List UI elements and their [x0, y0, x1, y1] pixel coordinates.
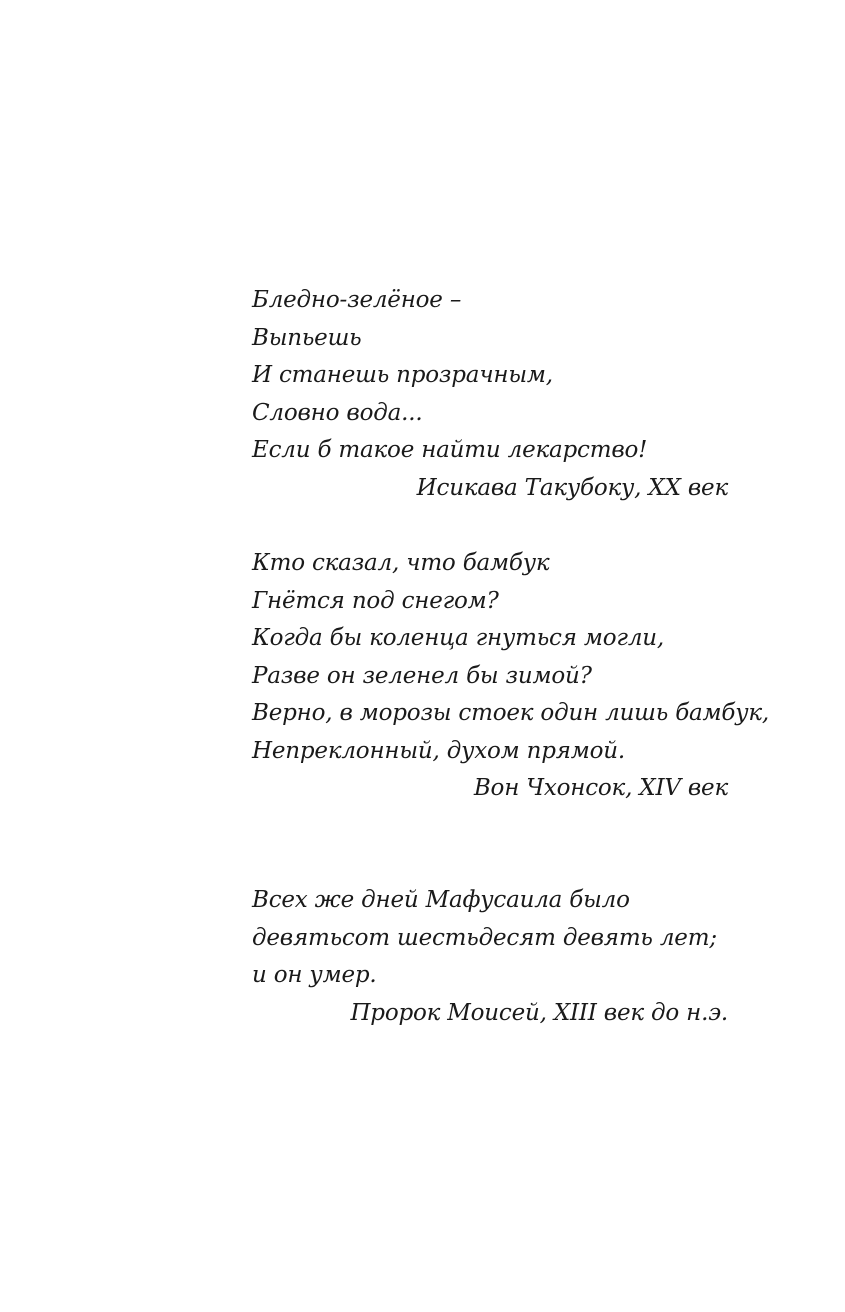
poem-line: Когда бы коленца гнуться могли, — [252, 625, 664, 651]
poem-line: Словно вода... — [252, 399, 423, 426]
poem-line: Непреклонный, духом прямой. — [252, 737, 626, 764]
poem-line: И станешь прозрачным, — [252, 362, 553, 388]
poem-line: Гнётся под снегом? — [252, 587, 499, 614]
poem-line: девятьсот шестьдесят девять лет; — [252, 924, 717, 951]
epigraph-moses — [252, 882, 728, 1032]
poem-line: Разве он зеленел бы зимой? — [252, 662, 592, 689]
poem-line: Бледно-зелёное – — [252, 287, 462, 313]
epigraph-takuboku — [252, 282, 728, 507]
poem-line: Верно, в морозы стоек один лишь бамбук, — [252, 700, 770, 726]
epigraph-chhonsok — [252, 545, 770, 808]
poem-line: Всех же дней Мафусаила было — [252, 887, 630, 913]
poem-line: и он умер. — [252, 962, 377, 988]
epigraph-attribution: Пророк Моисей, XIII век до н.э. — [350, 999, 728, 1026]
poem-line: Если б такое найти лекарство! — [252, 437, 648, 463]
poem-line: Выпьешь — [252, 324, 362, 351]
epigraph-attribution: Вон Чхонсок, XIV век — [473, 775, 728, 801]
epigraph-attribution: Исикава Такубоку, XX век — [416, 474, 728, 501]
poem-line: Кто сказал, что бамбук — [252, 550, 550, 576]
